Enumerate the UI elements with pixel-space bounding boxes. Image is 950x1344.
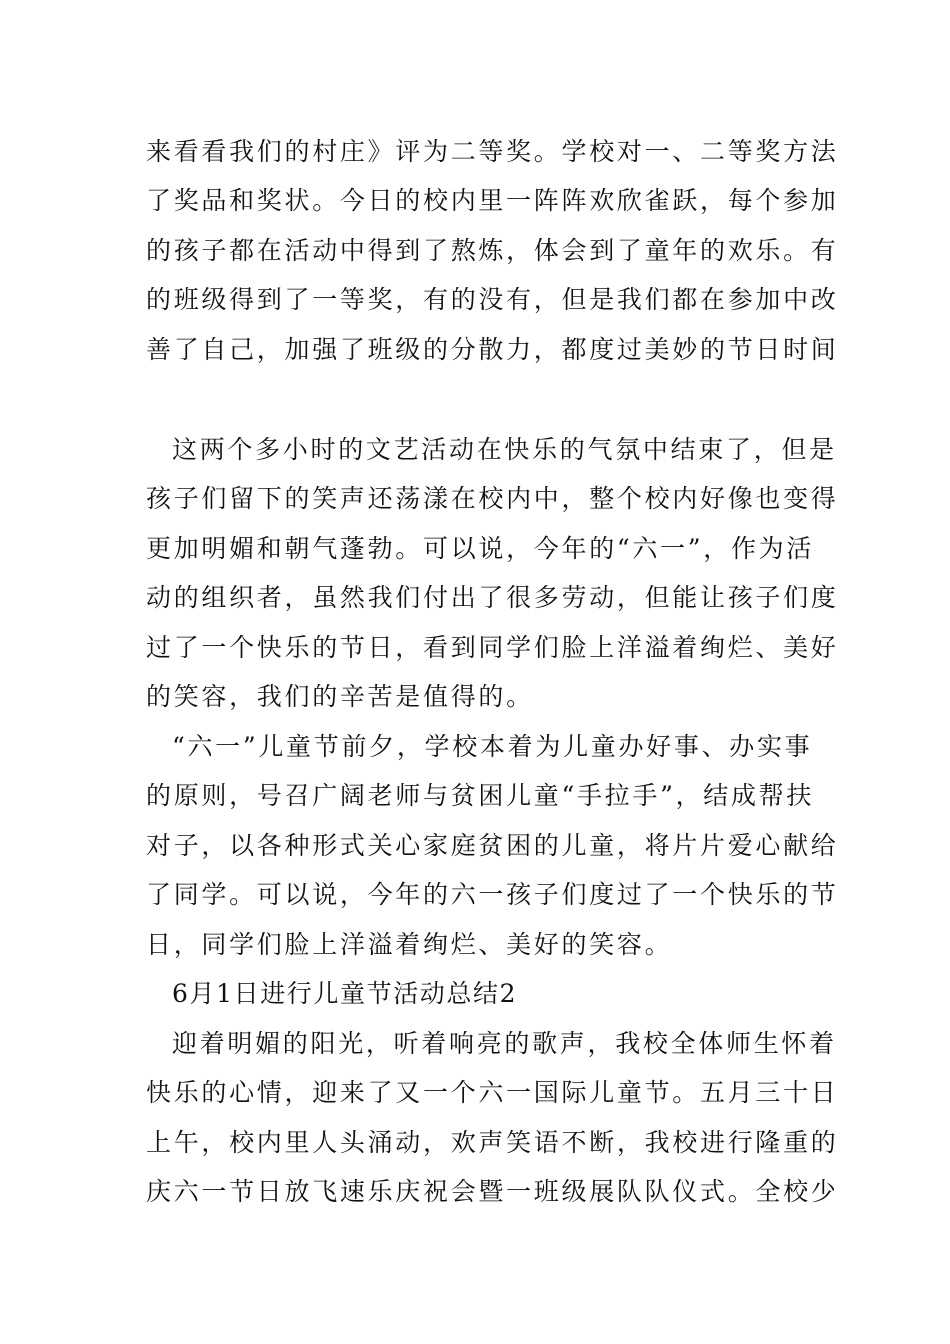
section-heading: 6月1日进行儿童节活动总结2 xyxy=(172,979,518,1008)
paragraph-line: 了同学。可以说，今年的六一孩子们度过了一个快乐的节 xyxy=(146,880,839,909)
paragraph-line: 来看看我们的村庄》评为二等奖。学校对一、二等奖方法 xyxy=(146,137,839,166)
paragraph-line: 的原则，号召广阔老师与贫困儿童“手拉手”，结成帮扶 xyxy=(146,781,815,810)
paragraph-line: 日，同学们脸上洋溢着绚烂、美好的笑容。 xyxy=(146,930,673,959)
paragraph-line: 过了一个快乐的节日，看到同学们脸上洋溢着绚烂、美好 xyxy=(146,633,839,662)
paragraph-line: 的孩子都在活动中得到了熬炼，体会到了童年的欢乐。有 xyxy=(146,236,839,265)
paragraph-line: 了奖品和奖状。今日的校内里一阵阵欢欣雀跃，每个参加 xyxy=(146,186,839,215)
paragraph-line: 庆六一节日放飞速乐庆祝会暨一班级展队队仪式。全校少 xyxy=(146,1177,839,1206)
paragraph-line: 孩子们留下的笑声还荡漾在校内中，整个校内好像也变得 xyxy=(146,484,839,513)
paragraph-line: “六一”儿童节前夕，学校本着为儿童办好事、办实事 xyxy=(172,732,813,761)
paragraph-line: 的笑容，我们的辛苦是值得的。 xyxy=(146,682,534,711)
paragraph-line: 更加明媚和朝气蓬勃。可以说，今年的“六一”，作为活 xyxy=(146,534,815,563)
paragraph-line: 对子，以各种形式关心家庭贫困的儿童，将片片爱心献给 xyxy=(146,831,839,860)
paragraph-line: 善了自己，加强了班级的分散力，都度过美妙的节日时间 xyxy=(146,335,839,364)
paragraph-line: 的班级得到了一等奖，有的没有，但是我们都在参加中改 xyxy=(146,285,839,314)
paragraph-line: 快乐的心情，迎来了又一个六一国际儿童节。五月三十日 xyxy=(146,1078,839,1107)
paragraph-line: 这两个多小时的文艺活动在快乐的气氛中结束了，但是 xyxy=(172,435,837,464)
paragraph-line: 动的组织者，虽然我们付出了很多劳动，但能让孩子们度 xyxy=(146,583,839,612)
paragraph-line: 迎着明媚的阳光，听着响亮的歌声，我校全体师生怀着 xyxy=(172,1029,837,1058)
paragraph-line: 上午，校内里人头涌动，欢声笑语不断，我校进行隆重的 xyxy=(146,1128,839,1157)
